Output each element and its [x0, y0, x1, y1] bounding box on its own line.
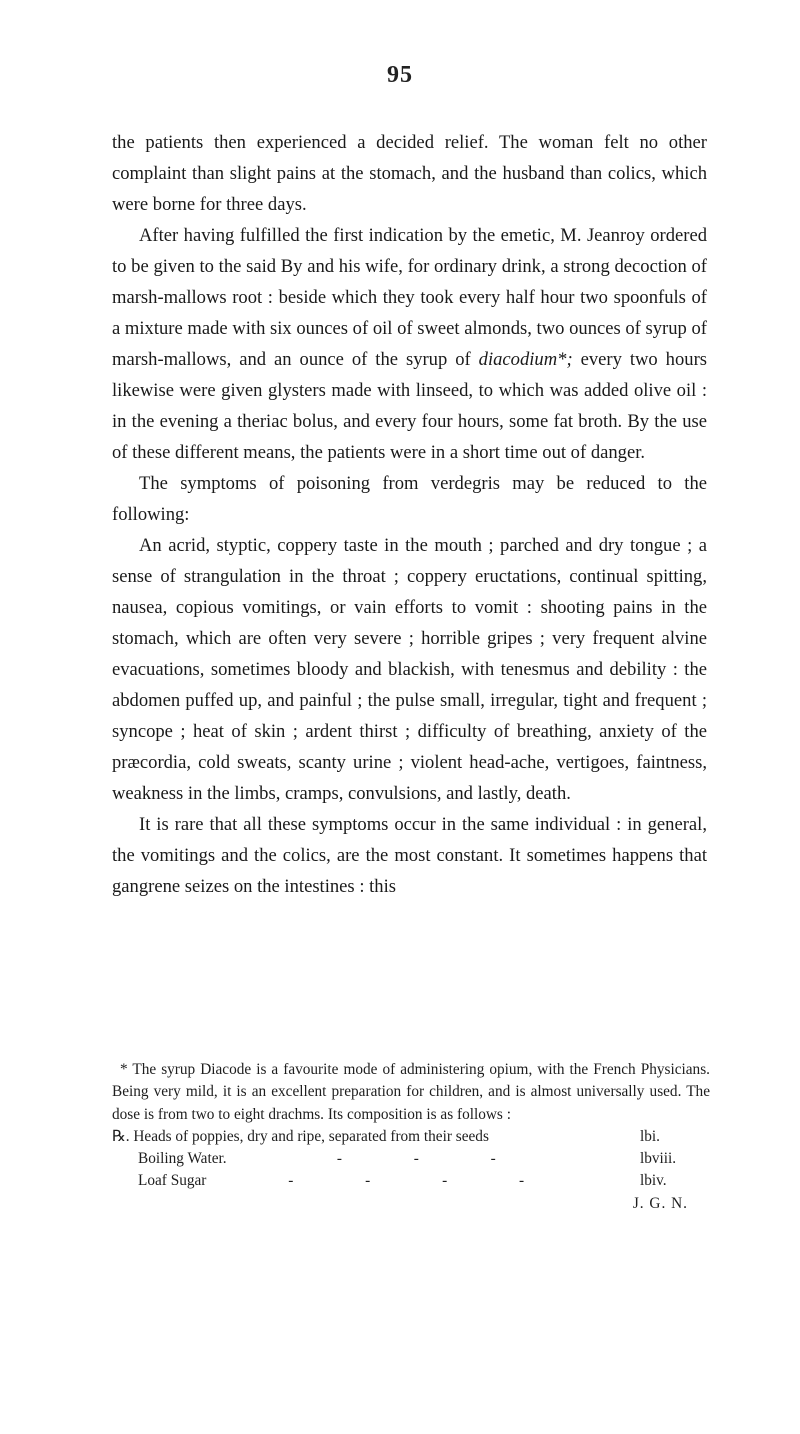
diacodium-term: diacodium*; [478, 349, 573, 370]
recipe-row-sugar [112, 1170, 710, 1192]
recipe-quantity: lbi. [640, 1127, 660, 1145]
recipe-dashes [489, 1126, 640, 1148]
recipe-row-water [112, 1148, 710, 1170]
recipe-ingredient: ℞. Heads of poppies, dry and ripe, separated from their seeds [112, 1127, 489, 1145]
paragraph-2 [112, 220, 707, 468]
footnote [112, 1059, 710, 1215]
recipe-quantity: lbiv. [640, 1172, 667, 1190]
paragraph-1: the patients then experienced a decided relief. The woman felt no other complaint than slight pains at the stomach, and the husband than colics, which were borne for three days. [112, 132, 707, 215]
paragraph-4: An acrid, styptic, coppery taste in the mouth ; parched and dry tongue ; a sense of strangulation in the throat ; coppery eructations, continual spitting, nausea, copious vomitings, or vain efforts to vomit : shooting pains in the stomach, which are often very severe ; horrible gripes ; very frequent alvine evacuations, sometimes bloody and blackish, with tenesmus and debility : the abdomen puffed up, and painful ; the pulse small, irregular, tight and frequent ; syncope ; heat of skin ; ardent thirst ; difficulty of breathing, anxiety of the præcordia, cold sweats, scanty urine ; violent head-ache, vertigoes, faintness, weakness in the limbs, cramps, convulsions, and lastly, death. [112, 535, 707, 804]
paragraph-5: It is rare that all these symptoms occur in the same individual : in general, the vomitings and the colics, are the most constant. It sometimes happens that gangrene seizes on the intestines : this [112, 814, 707, 897]
main-text [112, 127, 707, 902]
paragraph-2-tail: every two hours likewise were given glysters made with linseed, to which was added olive oil : in the evening a theriac bolus, and every four hours, some fat broth. By the use of these different means, the patients were in a short time out of danger. [112, 349, 707, 463]
footnote-signature: J. G. N. [632, 1194, 688, 1212]
page-number: 95 [387, 62, 413, 88]
recipe-dashes: - - - - [288, 1172, 559, 1190]
paragraph-2-lead: After having fulfilled the first indication by the emetic, M. Jeanroy ordered to be given to the said By and his wife, for ordinary drink, a strong decoction of marsh-mallows root : beside which they took every half hour two spoonfuls of a mixture made with six ounces of oil of sweet almonds, two ounces of syrup of marsh-mallows, and an ounce of the syrup of [112, 225, 707, 370]
recipe-dashes: - - - [336, 1150, 530, 1168]
recipe-quantity: lbviii. [640, 1150, 677, 1168]
recipe-ingredient: Boiling Water. [138, 1150, 227, 1168]
recipe-row-poppies [112, 1126, 710, 1148]
recipe-ingredient: Loaf Sugar [138, 1172, 207, 1190]
paragraph-3: The symptoms of poisoning from verdegris may be reduced to the following: [112, 473, 707, 525]
footnote-text: * The syrup Diacode is a favourite mode of administering opium, with the French Physicians. Being very mild, it is an excellent preparation for children, and is almost universally used. The dose is from two to eight drachms. Its composition is as follows : [112, 1061, 710, 1123]
